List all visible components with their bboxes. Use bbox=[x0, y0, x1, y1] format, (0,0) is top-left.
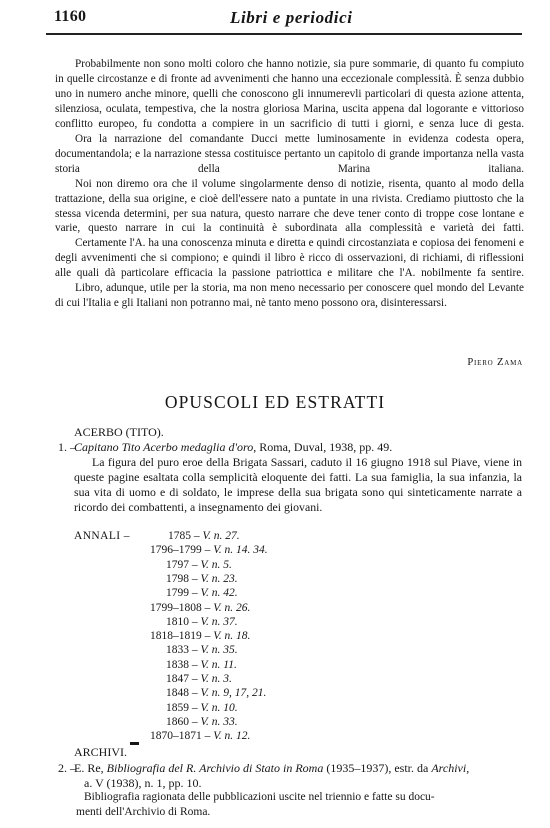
review-paragraph: Ora la narrazione del comandante Ducci mette luminosamente in evidenza codesta opera, documentandola; e la narrazione stessa costituisce pertanto un capitolo di grande importanza nella vasta storia della Marina italiana. bbox=[55, 132, 524, 175]
entry-journal: Archivi, bbox=[431, 761, 470, 775]
annali-years: 1798 bbox=[166, 572, 189, 585]
annali-row: 1785 – V. n. 27. bbox=[168, 530, 240, 542]
annali-years: 1838 bbox=[166, 658, 189, 671]
page-number: 1160 bbox=[54, 8, 87, 25]
annali-row: 1838 – V. n. 11. bbox=[166, 658, 237, 671]
annali-reference: V. n. 5. bbox=[200, 558, 232, 571]
annali-reference: V. n. 18. bbox=[213, 630, 251, 643]
annali-years: 1833 bbox=[166, 644, 189, 657]
annali-label: ANNALI – bbox=[74, 530, 130, 542]
annali-years: 1799 bbox=[166, 587, 189, 600]
annali-years: 1870–1871 bbox=[150, 730, 202, 743]
annali-row: 1848 – V. n. 9, 17, 21. bbox=[166, 687, 267, 700]
annali-row: 1796–1799 – V. n. 14. 34. bbox=[150, 544, 268, 557]
running-title: Libri e periodici bbox=[230, 8, 353, 27]
annali-reference: V. n. 33. bbox=[200, 715, 238, 728]
author-heading: ACERBO (TITO). bbox=[74, 425, 164, 439]
annali-row: 1818–1819 – V. n. 18. bbox=[150, 630, 251, 643]
annali-years: 1847 bbox=[166, 673, 189, 685]
annali-reference: V. n. 42. bbox=[200, 587, 238, 600]
entry-publication: , Roma, Duval, 1938, pp. 49. bbox=[253, 440, 393, 454]
entry-title: Bibliografia del R. Archivio di Stato in Roma bbox=[106, 761, 324, 775]
entry-number: 2. – bbox=[58, 761, 76, 775]
annali-years: 1859 bbox=[166, 701, 189, 714]
entry-years: (1935–1937) bbox=[326, 761, 389, 775]
ink-mark bbox=[130, 742, 139, 745]
annali-reference: V. n. 37. bbox=[200, 615, 238, 628]
annali-reference: V. n. 23. bbox=[200, 572, 238, 585]
annali-row: 1797 – V. n. 5. bbox=[166, 558, 232, 571]
annali-years: 1797 bbox=[166, 558, 189, 571]
annali-row: 1847 – V. n. 3. bbox=[166, 673, 232, 685]
annali-row: 1833 – V. n. 35. bbox=[166, 644, 238, 657]
entry-publication: a. V (1938), n. 1, pp. 10. bbox=[84, 776, 202, 790]
annali-reference: V. n. 10. bbox=[200, 701, 238, 714]
annali-years: 1785 bbox=[168, 530, 191, 542]
entry-citation bbox=[74, 440, 392, 455]
review-text bbox=[55, 57, 524, 311]
annali-years: 1796–1799 bbox=[150, 544, 202, 557]
review-paragraph: Libro, adunque, utile per la storia, ma non meno necessario per conoscere quel mondo del Levante di cui l'Italia e gli Italiani non potranno mai, nè tanto meno possono ora, disinteressarsi. bbox=[55, 282, 524, 310]
archivi-label: ARCHIVI. bbox=[74, 745, 127, 759]
annali-years: 1848 bbox=[166, 687, 189, 700]
review-paragraph: Noi non diremo ora che il volume singolarmente denso di notizie, risenta, quanto al modo della trattazione, della sua origine, e cioè dell'essere nato a puntate in una rivista. Crediamo piuttosto che la stessa vicenda determini, per sua natura, questo narrare che deve tener conto di troppe cose lontane e varie, questo narrare in cui la continuità è subordinata alla complessità e varietà dei fatti. bbox=[55, 177, 524, 235]
annali-reference: V. n. 9, 17, 21. bbox=[200, 687, 267, 700]
annali-row: 1799 – V. n. 42. bbox=[166, 587, 238, 600]
annali-reference: V. n. 11. bbox=[200, 658, 237, 671]
annali-reference: V. n. 26. bbox=[213, 601, 251, 614]
review-paragraph: Certamente l'A. ha una conoscenza minuta e diretta e quindi circostanziata e copiosa dei fenomeni e degli avvenimenti che si compiono; e quindi il libro è ricco di osservazioni, di richiami, di riflessioni alle quali dà particolare efficacia la passione patriottica e militare che l'A. nobilmente fa sentire. bbox=[55, 237, 524, 280]
annali-row: 1810 – V. n. 37. bbox=[166, 615, 238, 628]
annali-reference: V. n. 14. 34. bbox=[213, 544, 268, 557]
entry-citation bbox=[74, 761, 469, 776]
annali-row: 1798 – V. n. 23. bbox=[166, 572, 238, 585]
annali-reference: V. n. 3. bbox=[200, 673, 232, 685]
annali-years: 1799–1808 bbox=[150, 601, 202, 614]
entry-description: menti dell'Archivio di Roma. bbox=[76, 806, 211, 818]
entry-description: Bibliografia ragionata delle pubblicazioni uscite nel triennio e fatte su docu- bbox=[84, 791, 435, 803]
section-title: OPUSCOLI ED ESTRATTI bbox=[164, 392, 386, 412]
entry-number: 1. – bbox=[58, 440, 76, 454]
annali-years: 1810 bbox=[166, 615, 189, 628]
annali-reference: V. n. 12. bbox=[213, 730, 251, 743]
entry-extract: , estr. da bbox=[388, 761, 429, 775]
annali-row: 1870–1871 – V. n. 12. bbox=[150, 730, 251, 743]
annali-row: 1860 – V. n. 33. bbox=[166, 715, 238, 728]
review-paragraph: Probabilmente non sono molti coloro che hanno notizie, sia pure sommarie, di quanto fu compiuto in quelle circostanze e di fronte ad avvenimenti che hanno una eccezionale complessità. È senza dubbio uno in numero anche minore, quelli che conoscono gli innumerevli particolari di questa azione attenta, silenziosa, oculata, tempestiva, che la nostra gloriosa Marina, uscita appena dal logorante e vittorioso conflitto europeo, fu condotta a compiere in un sacrificio di tutti i giorni, e senza luce di gesta. bbox=[55, 58, 524, 130]
annali-row: 1799–1808 – V. n. 26. bbox=[150, 601, 251, 614]
entry-description-text: La figura del puro eroe della Brigata Sassari, caduto il 16 giugno 1918 sul Piave, viene in queste pagine esaltata colla semplicità eloquente dei fatti. La sua famiglia, la sua infanzia, la sua vita di uomo e di soldato, le imprese della sua brigata sono qui sinteticamente narrate a ricordo dei combattenti, a insegnamento dei giovani. bbox=[74, 455, 522, 514]
annali-years: 1818–1819 bbox=[150, 630, 202, 643]
annali-reference: V. n. 27. bbox=[202, 530, 240, 542]
annali-row: 1859 – V. n. 10. bbox=[166, 701, 238, 714]
entry-title: Capitano Tito Acerbo medaglia d'oro bbox=[74, 440, 254, 454]
annali-years: 1860 bbox=[166, 715, 189, 728]
review-signature: Piero Zama bbox=[467, 357, 523, 368]
header-rule bbox=[46, 33, 522, 35]
entry-description bbox=[74, 455, 522, 515]
entry-author: E. Re, bbox=[74, 761, 104, 775]
annali-reference: V. n. 35. bbox=[200, 644, 238, 657]
